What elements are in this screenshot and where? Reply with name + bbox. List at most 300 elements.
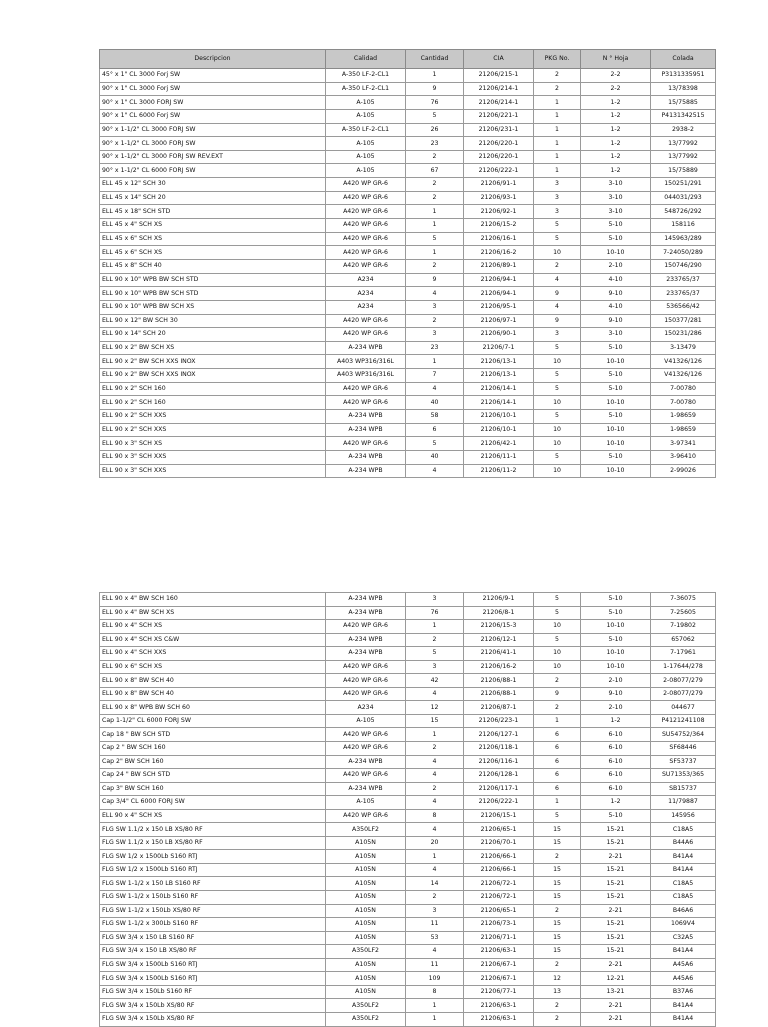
cell-calidad: A420 WP GR-6 — [326, 382, 406, 396]
cell-pkg-no: 2 — [534, 69, 581, 83]
cell-pkg-no: 2 — [534, 701, 581, 715]
table-row — [100, 985, 716, 999]
cell-colada: 7-36075 — [651, 593, 716, 607]
table-row — [100, 782, 716, 796]
cell-cia: 21206/65-1 — [464, 904, 534, 918]
cell-cia: 21206/11-2 — [464, 464, 534, 478]
cell-pkg-no: 13 — [534, 985, 581, 999]
cell-calidad: A234 — [326, 300, 406, 314]
cell-cantidad: 23 — [406, 137, 464, 151]
table-row — [100, 191, 716, 205]
cell-pkg-no: 6 — [534, 769, 581, 783]
table-row — [100, 945, 716, 959]
cell-colada: SF68446 — [651, 742, 716, 756]
cell-pkg-no: 5 — [534, 410, 581, 424]
cell-descripcion: FLG SW 3/4 x 150Lb XS/80 RF — [100, 999, 326, 1013]
cell-descripcion: ELL 45 x 12" SCH 30 — [100, 178, 326, 192]
cell-hoja: 10-10 — [581, 464, 651, 478]
table-row — [100, 464, 716, 478]
table-row — [100, 396, 716, 410]
cell-hoja: 10-10 — [581, 437, 651, 451]
cell-calidad: A-350 LF-2-CL1 — [326, 69, 406, 83]
cell-calidad: A420 WP GR-6 — [326, 259, 406, 273]
cell-hoja: 4-10 — [581, 300, 651, 314]
table-row — [100, 742, 716, 756]
cell-cia: 21206/13-1 — [464, 369, 534, 383]
cell-calidad: A-105 — [326, 796, 406, 810]
cell-descripcion: ELL 90 x 10" WPB BW SCH STD — [100, 273, 326, 287]
cell-pkg-no: 6 — [534, 742, 581, 756]
cell-calidad: A105N — [326, 958, 406, 972]
cell-colada: 158116 — [651, 219, 716, 233]
cell-descripcion: ELL 90 x 4" SCH XXS — [100, 647, 326, 661]
cell-cantidad: 2 — [406, 191, 464, 205]
cell-cia: 21206/231-1 — [464, 123, 534, 137]
cell-colada: V41326/126 — [651, 369, 716, 383]
cell-cantidad: 1 — [406, 355, 464, 369]
cell-hoja: 9-10 — [581, 314, 651, 328]
cell-cia: 21206/9-1 — [464, 593, 534, 607]
table-row — [100, 232, 716, 246]
cell-colada: B44A6 — [651, 836, 716, 850]
cell-descripcion: ELL 90 x 2" BW SCH XXS INOX — [100, 355, 326, 369]
cell-cantidad: 2 — [406, 633, 464, 647]
cell-calidad: A420 WP GR-6 — [326, 769, 406, 783]
cell-hoja: 6-10 — [581, 728, 651, 742]
cell-hoja: 13-21 — [581, 985, 651, 999]
cell-cantidad: 9 — [406, 82, 464, 96]
cell-pkg-no: 1 — [534, 137, 581, 151]
cell-pkg-no: 10 — [534, 246, 581, 260]
cell-pkg-no: 10 — [534, 355, 581, 369]
cell-cia: 21206/72-1 — [464, 891, 534, 905]
cell-descripcion: ELL 90 x 8" BW SCH 40 — [100, 687, 326, 701]
cell-cantidad: 3 — [406, 660, 464, 674]
cell-cantidad: 1 — [406, 1012, 464, 1026]
table-row — [100, 341, 716, 355]
cell-colada: 1-17644/278 — [651, 660, 716, 674]
table-row — [100, 877, 716, 891]
cell-pkg-no: 10 — [534, 464, 581, 478]
cell-cantidad: 4 — [406, 823, 464, 837]
cell-hoja: 5-10 — [581, 232, 651, 246]
cell-cia: 21206/222-1 — [464, 164, 534, 178]
cell-cantidad: 58 — [406, 410, 464, 424]
cell-cantidad: 109 — [406, 972, 464, 986]
cell-pkg-no: 1 — [534, 164, 581, 178]
cell-calidad: A420 WP GR-6 — [326, 246, 406, 260]
cell-calidad: A-234 WPB — [326, 423, 406, 437]
table-row — [100, 769, 716, 783]
cell-colada: 7-25605 — [651, 606, 716, 620]
cell-colada: SB15737 — [651, 782, 716, 796]
cell-calidad: A420 WP GR-6 — [326, 191, 406, 205]
col-descripcion: Descripcion — [100, 50, 326, 69]
cell-pkg-no: 3 — [534, 205, 581, 219]
cell-calidad: A-105 — [326, 96, 406, 110]
table-row — [100, 660, 716, 674]
cell-pkg-no: 2 — [534, 674, 581, 688]
table-row — [100, 355, 716, 369]
cell-colada: C18A5 — [651, 877, 716, 891]
cell-pkg-no: 3 — [534, 178, 581, 192]
table-row — [100, 633, 716, 647]
table-row — [100, 850, 716, 864]
cell-hoja: 5-10 — [581, 633, 651, 647]
cell-cantidad: 1 — [406, 999, 464, 1013]
cell-hoja: 5-10 — [581, 219, 651, 233]
cell-descripcion: ELL 45 x 4" SCH XS — [100, 219, 326, 233]
cell-hoja: 5-10 — [581, 809, 651, 823]
table-row — [100, 904, 716, 918]
table-row — [100, 382, 716, 396]
table-row — [100, 714, 716, 728]
cell-colada: B41A4 — [651, 863, 716, 877]
cell-colada: 150251/291 — [651, 178, 716, 192]
cell-descripcion: FLG SW 3/4 x 1500Lb S160 RTJ — [100, 958, 326, 972]
cell-colada: B41A4 — [651, 850, 716, 864]
cell-pkg-no: 5 — [534, 633, 581, 647]
cell-cia: 21206/88-1 — [464, 687, 534, 701]
table-row — [100, 836, 716, 850]
cell-colada: 7-24050/289 — [651, 246, 716, 260]
cell-descripcion: FLG SW 1-1/2 x 150Lb S160 RF — [100, 891, 326, 905]
cell-descripcion: ELL 90 x 3" SCH XXS — [100, 450, 326, 464]
cell-cantidad: 2 — [406, 259, 464, 273]
cell-calidad: A-350 LF-2-CL1 — [326, 123, 406, 137]
table-row — [100, 728, 716, 742]
cell-cantidad: 15 — [406, 714, 464, 728]
cell-pkg-no: 9 — [534, 314, 581, 328]
cell-descripcion: ELL 45 x 6" SCH XS — [100, 232, 326, 246]
cell-cia: 21206/15-2 — [464, 219, 534, 233]
cell-colada: C18A5 — [651, 891, 716, 905]
cell-pkg-no: 15 — [534, 877, 581, 891]
cell-pkg-no: 9 — [534, 687, 581, 701]
cell-calidad: A403 WP316/316L — [326, 369, 406, 383]
cell-descripcion: ELL 90 x 4" SCH XS C&W — [100, 633, 326, 647]
cell-hoja: 9-10 — [581, 287, 651, 301]
cell-calidad: A420 WP GR-6 — [326, 178, 406, 192]
cell-calidad: A-234 WPB — [326, 782, 406, 796]
cell-pkg-no: 5 — [534, 593, 581, 607]
cell-hoja: 2-2 — [581, 82, 651, 96]
cell-descripcion: FLG SW 1-1/2 x 300Lb S160 RF — [100, 918, 326, 932]
cell-descripcion: 90° x 1-1/2" CL 6000 FORJ SW — [100, 164, 326, 178]
cell-cantidad: 4 — [406, 382, 464, 396]
cell-colada: V41326/126 — [651, 355, 716, 369]
cell-descripcion: FLG SW 3/4 x 1500Lb S160 RTJ — [100, 972, 326, 986]
cell-pkg-no: 2 — [534, 999, 581, 1013]
cell-hoja: 10-10 — [581, 647, 651, 661]
cell-hoja: 2-10 — [581, 701, 651, 715]
table-row — [100, 972, 716, 986]
cell-calidad: A234 — [326, 287, 406, 301]
cell-calidad: A-234 WPB — [326, 410, 406, 424]
cell-cia: 21206/71-1 — [464, 931, 534, 945]
cell-cia: 21206/87-1 — [464, 701, 534, 715]
cell-colada: B41A4 — [651, 1012, 716, 1026]
table-row — [100, 219, 716, 233]
cell-hoja: 10-10 — [581, 246, 651, 260]
cell-colada: 15/75889 — [651, 164, 716, 178]
cell-calidad: A-105 — [326, 164, 406, 178]
cell-calidad: A420 WP GR-6 — [326, 205, 406, 219]
table-row — [100, 273, 716, 287]
cell-hoja: 15-21 — [581, 877, 651, 891]
cell-cia: 21206/92-1 — [464, 205, 534, 219]
cell-colada: B41A4 — [651, 945, 716, 959]
cell-descripcion: ELL 90 x 4" SCH XS — [100, 809, 326, 823]
cell-calidad: A403 WP316/316L — [326, 355, 406, 369]
cell-colada: 1069V4 — [651, 918, 716, 932]
table-row — [100, 259, 716, 273]
cell-calidad: A-350 LF-2-CL1 — [326, 82, 406, 96]
cell-cia: 21206/7-1 — [464, 341, 534, 355]
cell-cia: 21206/128-1 — [464, 769, 534, 783]
cell-cantidad: 67 — [406, 164, 464, 178]
cell-pkg-no: 10 — [534, 437, 581, 451]
cell-pkg-no: 5 — [534, 232, 581, 246]
cell-descripcion: 45° x 1" CL 3000 Forj SW — [100, 69, 326, 83]
cell-cia: 21206/77-1 — [464, 985, 534, 999]
cell-cantidad: 76 — [406, 96, 464, 110]
cell-hoja: 3-10 — [581, 205, 651, 219]
cell-pkg-no: 1 — [534, 123, 581, 137]
cell-pkg-no: 3 — [534, 191, 581, 205]
cell-calidad: A234 — [326, 701, 406, 715]
cell-pkg-no: 12 — [534, 972, 581, 986]
cell-pkg-no: 15 — [534, 918, 581, 932]
cell-hoja: 3-10 — [581, 191, 651, 205]
cell-hoja: 5-10 — [581, 410, 651, 424]
cell-descripcion: ELL 90 x 12" BW SCH 30 — [100, 314, 326, 328]
cell-colada: 2-08077/279 — [651, 687, 716, 701]
table-row — [100, 701, 716, 715]
table-row — [100, 123, 716, 137]
cell-pkg-no: 2 — [534, 259, 581, 273]
cell-colada: 15/75885 — [651, 96, 716, 110]
cell-calidad: A-234 WPB — [326, 341, 406, 355]
cell-cia: 21206/63-1 — [464, 999, 534, 1013]
cell-descripcion: FLG SW 1/2 x 1500Lb S160 RTJ — [100, 850, 326, 864]
cell-cantidad: 1 — [406, 850, 464, 864]
cell-calidad: A-234 WPB — [326, 606, 406, 620]
col-calidad: Calidad — [326, 50, 406, 69]
cell-cia: 21206/11-1 — [464, 450, 534, 464]
cell-cantidad: 40 — [406, 396, 464, 410]
cell-pkg-no: 15 — [534, 836, 581, 850]
cell-pkg-no: 4 — [534, 273, 581, 287]
cell-cantidad: 5 — [406, 647, 464, 661]
cell-descripcion: FLG SW 1-1/2 x 150Lb XS/80 RF — [100, 904, 326, 918]
cell-pkg-no: 15 — [534, 945, 581, 959]
cell-cia: 21206/16-2 — [464, 246, 534, 260]
cell-hoja: 2-21 — [581, 999, 651, 1013]
cell-descripcion: Cap 3/4" CL 6000 FORJ SW — [100, 796, 326, 810]
cell-calidad: A420 WP GR-6 — [326, 314, 406, 328]
cell-pkg-no: 2 — [534, 850, 581, 864]
cell-pkg-no: 6 — [534, 782, 581, 796]
cell-colada: 2-08077/279 — [651, 674, 716, 688]
cell-hoja: 6-10 — [581, 742, 651, 756]
cell-descripcion: FLG SW 1.1/2 x 150 LB XS/80 RF — [100, 823, 326, 837]
table-row — [100, 891, 716, 905]
cell-colada: SU71353/365 — [651, 769, 716, 783]
table-row — [100, 178, 716, 192]
table-row — [100, 69, 716, 83]
cell-colada: 233765/37 — [651, 287, 716, 301]
cell-pkg-no: 5 — [534, 341, 581, 355]
cell-cia: 21206/94-1 — [464, 287, 534, 301]
cell-pkg-no: 1 — [534, 96, 581, 110]
cell-pkg-no: 5 — [534, 606, 581, 620]
col-colada: Colada — [651, 50, 716, 69]
table-row — [100, 410, 716, 424]
cell-cantidad: 7 — [406, 369, 464, 383]
cell-cantidad: 5 — [406, 437, 464, 451]
cell-cia: 21206/8-1 — [464, 606, 534, 620]
cell-hoja: 15-21 — [581, 863, 651, 877]
cell-descripcion: ELL 45 x 14" SCH 20 — [100, 191, 326, 205]
cell-cia: 21206/89-1 — [464, 259, 534, 273]
cell-hoja: 2-21 — [581, 850, 651, 864]
cell-descripcion: ELL 90 x 14" SCH 20 — [100, 328, 326, 342]
cell-cantidad: 3 — [406, 593, 464, 607]
cell-cia: 21206/97-1 — [464, 314, 534, 328]
cell-calidad: A-105 — [326, 714, 406, 728]
cell-hoja: 15-21 — [581, 918, 651, 932]
cell-descripcion: FLG SW 1-1/2 x 150 LB S160 RF — [100, 877, 326, 891]
cell-pkg-no: 15 — [534, 863, 581, 877]
cell-pkg-no: 10 — [534, 647, 581, 661]
cell-descripcion: ELL 90 x 10" WPB BW SCH XS — [100, 300, 326, 314]
cell-descripcion: 90° x 1" CL 3000 FORJ SW — [100, 96, 326, 110]
cell-descripcion: 90° x 1" CL 6000 Forj SW — [100, 109, 326, 123]
cell-cia: 21206/67-1 — [464, 958, 534, 972]
cell-cantidad: 11 — [406, 918, 464, 932]
cell-pkg-no: 1 — [534, 796, 581, 810]
cell-colada: 548726/292 — [651, 205, 716, 219]
cell-descripcion: Cap 2" BW SCH 160 — [100, 755, 326, 769]
cell-colada: B41A4 — [651, 999, 716, 1013]
table-row — [100, 674, 716, 688]
table-row — [100, 164, 716, 178]
cell-hoja: 5-10 — [581, 382, 651, 396]
cell-cantidad: 23 — [406, 341, 464, 355]
cell-pkg-no: 2 — [534, 1012, 581, 1026]
cell-hoja: 4-10 — [581, 273, 651, 287]
cell-hoja: 6-10 — [581, 782, 651, 796]
cell-descripcion: Cap 24 " BW SCH STD — [100, 769, 326, 783]
cell-cia: 21206/73-1 — [464, 918, 534, 932]
cell-pkg-no: 1 — [534, 150, 581, 164]
cell-pkg-no: 15 — [534, 823, 581, 837]
cell-cantidad: 42 — [406, 674, 464, 688]
cell-cia: 21206/221-1 — [464, 109, 534, 123]
cell-cia: 21206/63-1 — [464, 945, 534, 959]
cell-pkg-no: 6 — [534, 755, 581, 769]
cell-pkg-no: 5 — [534, 369, 581, 383]
cell-colada: 2938-2 — [651, 123, 716, 137]
cell-cantidad: 3 — [406, 328, 464, 342]
cell-colada: 2-99026 — [651, 464, 716, 478]
cell-cantidad: 53 — [406, 931, 464, 945]
cell-cia: 21206/214-1 — [464, 96, 534, 110]
table-row — [100, 450, 716, 464]
cell-calidad: A420 WP GR-6 — [326, 437, 406, 451]
cell-cia: 21206/14-1 — [464, 382, 534, 396]
cell-pkg-no: 2 — [534, 958, 581, 972]
cell-calidad: A234 — [326, 273, 406, 287]
cell-colada: 13/77992 — [651, 150, 716, 164]
cell-cantidad: 2 — [406, 314, 464, 328]
cell-colada: 044031/293 — [651, 191, 716, 205]
col-cia: CIA — [464, 50, 534, 69]
cell-hoja: 9-10 — [581, 687, 651, 701]
table-row — [100, 647, 716, 661]
material-table-2 — [99, 592, 716, 1027]
cell-colada: 145956 — [651, 809, 716, 823]
cell-colada: 11/79887 — [651, 796, 716, 810]
cell-cantidad: 1 — [406, 620, 464, 634]
cell-cantidad: 4 — [406, 464, 464, 478]
cell-calidad: A105N — [326, 904, 406, 918]
cell-hoja: 6-10 — [581, 755, 651, 769]
col-cantidad: Cantidad — [406, 50, 464, 69]
cell-cia: 21206/91-1 — [464, 178, 534, 192]
cell-calidad: A105N — [326, 863, 406, 877]
cell-cantidad: 4 — [406, 755, 464, 769]
cell-calidad: A105N — [326, 985, 406, 999]
cell-cantidad: 1 — [406, 205, 464, 219]
material-table-1 — [99, 49, 716, 478]
cell-colada: 657062 — [651, 633, 716, 647]
cell-hoja: 10-10 — [581, 396, 651, 410]
cell-calidad: A105N — [326, 836, 406, 850]
table-row — [100, 314, 716, 328]
cell-cantidad: 14 — [406, 877, 464, 891]
cell-pkg-no: 5 — [534, 450, 581, 464]
cell-calidad: A420 WP GR-6 — [326, 219, 406, 233]
table-row — [100, 593, 716, 607]
cell-hoja: 15-21 — [581, 891, 651, 905]
cell-cia: 21206/117-1 — [464, 782, 534, 796]
table-row — [100, 150, 716, 164]
cell-descripcion: ELL 45 x 8" SCH 40 — [100, 259, 326, 273]
cell-hoja: 10-10 — [581, 423, 651, 437]
table-row — [100, 755, 716, 769]
cell-pkg-no: 10 — [534, 396, 581, 410]
cell-cantidad: 3 — [406, 904, 464, 918]
cell-descripcion: FLG SW 3/4 x 150 LB S160 RF — [100, 931, 326, 945]
cell-cantidad: 3 — [406, 300, 464, 314]
cell-cantidad: 12 — [406, 701, 464, 715]
cell-cia: 21206/65-1 — [464, 823, 534, 837]
cell-pkg-no: 15 — [534, 891, 581, 905]
cell-colada: 3-13479 — [651, 341, 716, 355]
table-row — [100, 809, 716, 823]
cell-descripcion: ELL 90 x 10" WPB BW SCH STD — [100, 287, 326, 301]
cell-cantidad: 4 — [406, 945, 464, 959]
cell-calidad: A420 WP GR-6 — [326, 620, 406, 634]
cell-hoja: 15-21 — [581, 931, 651, 945]
cell-hoja: 6-10 — [581, 769, 651, 783]
cell-cantidad: 6 — [406, 423, 464, 437]
cell-calidad: A-105 — [326, 137, 406, 151]
cell-cantidad: 40 — [406, 450, 464, 464]
cell-hoja: 15-21 — [581, 823, 651, 837]
